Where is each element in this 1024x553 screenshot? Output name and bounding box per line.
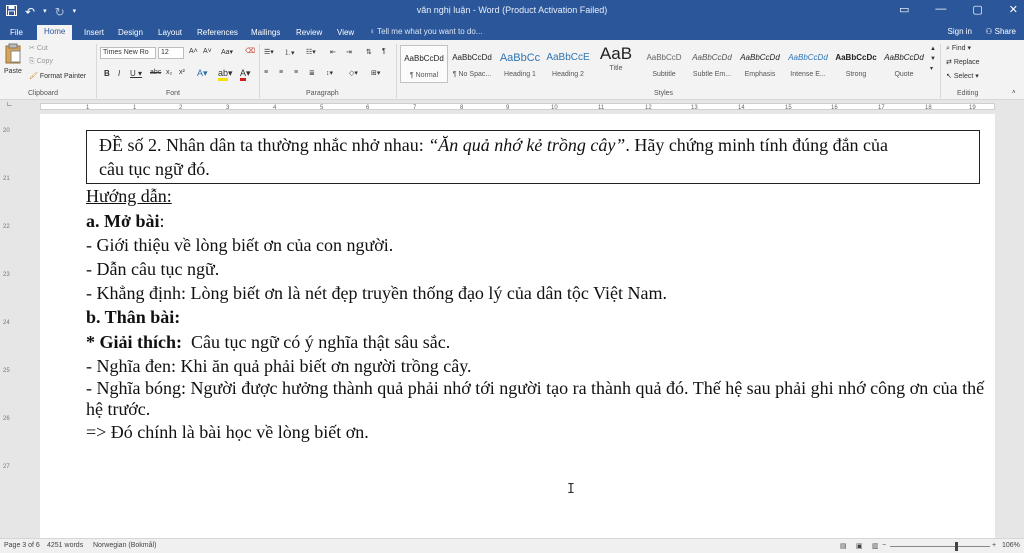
style-strong[interactable]: AaBbCcDc Strong <box>835 53 877 78</box>
ribbon-tabs <box>0 24 1024 40</box>
borders-icon[interactable]: ⊞▾ <box>371 70 381 77</box>
line-spacing-icon[interactable]: ↕▾ <box>326 70 334 77</box>
zoom-level[interactable]: 106% <box>1002 542 1020 549</box>
style-heading-2[interactable]: AaBbCcE Heading 2 <box>546 52 590 78</box>
subscript-button[interactable]: x₂ <box>166 69 173 76</box>
person-icon: ⚇ <box>985 27 993 36</box>
clipboard-icon <box>4 43 22 65</box>
language-indicator[interactable]: Norwegian (Bokmål) <box>93 542 157 549</box>
bullets-icon[interactable]: ☰▾ <box>264 49 274 56</box>
redo-icon[interactable]: ↻ <box>54 5 65 19</box>
paragraph-b1: * Giải thích: Câu tục ngữ có ý nghĩa thật sâu sắc. <box>86 331 451 352</box>
font-group-label: Font <box>166 90 181 97</box>
paragraph-b4: => Đó chính là bài học về lòng biết ơn. <box>86 422 369 443</box>
tab-home[interactable]: Home <box>37 25 72 40</box>
tell-me-search[interactable]: ♀ Tell me what you want to do... <box>369 27 483 36</box>
style-heading-1[interactable]: AaBbCc Heading 1 <box>499 52 541 78</box>
brush-icon: 🖌 <box>29 73 38 80</box>
vertical-ruler: 20 21 22 23 24 25 26 27 <box>3 128 10 470</box>
section-b-heading: b. Thân bài: <box>86 307 181 328</box>
word-count[interactable]: 4251 words <box>47 542 84 549</box>
minimize-icon[interactable]: — <box>935 3 947 15</box>
style-no-spacing[interactable]: AaBbCcDd ¶ No Spac... <box>452 53 492 78</box>
justify-icon[interactable]: ≣ <box>309 70 315 77</box>
editing-group-label: Editing <box>957 90 979 97</box>
zoom-in-icon[interactable]: + <box>992 542 997 549</box>
cursor-icon: ↖ <box>946 73 952 80</box>
copy-icon: ⎘ <box>29 58 35 65</box>
change-case-button[interactable]: Aa▾ <box>221 49 234 56</box>
tab-review[interactable]: Review <box>296 28 323 37</box>
style-subtle-emphasis[interactable]: AaBbCcDd Subtle Em... <box>692 53 732 78</box>
maximize-icon[interactable]: ▢ <box>972 4 983 16</box>
style-subtitle[interactable]: AaBbCcD Subtitle <box>646 53 682 78</box>
document-title: văn nghị luận - Word (Product Activation Failed) <box>416 5 608 15</box>
tab-file[interactable]: File <box>10 28 23 37</box>
font-name-input[interactable]: Times New Ro <box>100 47 156 59</box>
zoom-slider[interactable] <box>890 546 990 547</box>
clipboard-group-label: Clipboard <box>28 90 58 97</box>
ribbon-display-icon[interactable]: ▭ <box>898 4 910 16</box>
page-count[interactable]: Page 3 of 6 <box>4 542 40 549</box>
align-right-icon[interactable]: ≡ <box>294 69 299 76</box>
find-button[interactable]: ⌕ Find ▾ <box>946 45 971 52</box>
shrink-font-button[interactable]: A˅ <box>203 48 212 55</box>
numbering-icon[interactable]: ⒈▾ <box>284 50 295 57</box>
align-left-icon[interactable]: ≡ <box>264 69 269 76</box>
ribbon <box>0 40 1024 100</box>
close-icon[interactable]: ✕ <box>1008 4 1018 16</box>
cut-button[interactable]: ✂ Cut <box>29 45 48 52</box>
section-a-heading: a. Mở bài: <box>86 210 165 231</box>
font-size-input[interactable]: 12 <box>158 47 184 59</box>
zoom-out-icon[interactable]: − <box>882 542 887 549</box>
paragraph-a2: - Dẫn câu tục ngữ. <box>86 259 220 280</box>
sign-in-link[interactable]: Sign in <box>947 27 972 36</box>
superscript-button[interactable]: x² <box>179 69 185 76</box>
tab-insert[interactable]: Insert <box>84 28 105 37</box>
italic-button[interactable]: I <box>118 69 121 78</box>
chevron-down-icon[interactable]: ▾ <box>43 8 47 15</box>
strikethrough-button[interactable]: abc <box>150 69 162 76</box>
lightbulb-icon: ♀ <box>369 27 375 36</box>
style-normal[interactable]: AaBbCcDd ¶ Normal <box>400 45 448 83</box>
paragraph-a1: - Giới thiệu về lòng biết ơn của con người. <box>86 234 394 255</box>
replace-icon: ⇄ <box>946 59 952 66</box>
document-page[interactable] <box>40 114 995 538</box>
paste-label: Paste <box>4 68 22 75</box>
document-body[interactable] <box>86 130 986 444</box>
horizontal-ruler[interactable] <box>0 101 1024 112</box>
align-center-icon[interactable]: ≡ <box>279 69 284 76</box>
bold-button[interactable]: B <box>104 69 110 78</box>
collapse-ribbon-icon[interactable]: ˄ <box>1012 90 1016 96</box>
text-effects-icon[interactable]: A▾ <box>197 68 208 78</box>
styles-group-label: Styles <box>654 90 674 97</box>
increase-indent-icon[interactable]: ⇥ <box>346 49 352 56</box>
window-controls <box>899 3 1018 16</box>
show-marks-icon[interactable]: ¶ <box>382 48 386 55</box>
ruler-track[interactable]: 1 1 2 3 4 5 6 7 8 9 10 11 12 13 14 15 16 17 18 19 <box>40 103 995 110</box>
sort-icon[interactable]: ⇅ <box>366 49 372 56</box>
replace-button[interactable]: ⇄ Replace <box>946 59 980 66</box>
customize-icon[interactable]: ▾ <box>72 8 77 15</box>
status-bar <box>0 538 1024 553</box>
scissors-icon: ✂ <box>29 45 35 52</box>
print-layout-icon[interactable]: ▣ <box>856 543 863 550</box>
title-bar <box>0 0 1024 24</box>
tab-design[interactable]: Design <box>118 28 143 37</box>
paragraph-group-label: Paragraph <box>306 90 339 97</box>
paragraph-b3: - Nghĩa bóng: Người được hưởng thành quả phải nhớ tới người tạo ra thành quả đó. Thế hệ sau phải ghi nhớ công ơn của thế hệ trước. <box>86 378 985 420</box>
exercise-line-2: câu tục ngữ đó. <box>99 159 210 180</box>
tab-selector-icon[interactable]: ∟ <box>6 101 13 108</box>
share-button[interactable]: ⚇ Share <box>985 27 1016 36</box>
decrease-indent-icon[interactable]: ⇤ <box>330 49 336 56</box>
shading-icon[interactable]: ◇▾ <box>349 70 358 77</box>
exercise-line-1: ĐỀ số 2. Nhân dân ta thường nhắc nhở nhau: “Ăn quả nhớ kẻ trồng cây”. Hãy chứng minh tính đúng đắn của <box>99 135 889 155</box>
highlight-icon[interactable]: ab▾ <box>218 68 233 79</box>
guide-heading: Hướng dẫn: <box>86 186 172 207</box>
read-mode-icon[interactable]: ▤ <box>840 543 847 550</box>
undo-icon[interactable]: ↶ <box>25 5 36 19</box>
copy-button[interactable]: ⎘ Copy <box>29 58 53 65</box>
tab-view[interactable]: View <box>337 28 355 37</box>
style-intense-emphasis[interactable]: AaBbCcDd Intense E... <box>788 53 828 78</box>
styles-scroll[interactable]: ▲ ▼ ▾ <box>930 46 936 72</box>
web-layout-icon[interactable]: ▥ <box>872 543 879 550</box>
zoom-slider-thumb[interactable] <box>955 542 958 551</box>
font-color-icon[interactable]: A▾ <box>240 68 251 79</box>
search-icon: ⌕ <box>946 45 950 52</box>
style-emphasis[interactable]: AaBbCcDd Emphasis <box>740 53 780 78</box>
paste-button[interactable] <box>4 43 22 67</box>
underline-button[interactable]: U ▾ <box>130 69 143 78</box>
style-title[interactable]: AaB Title <box>599 44 633 72</box>
format-painter-button[interactable]: 🖌 Format Painter <box>29 73 87 80</box>
tab-mailings[interactable]: Mailings <box>251 28 281 37</box>
grow-font-button[interactable]: A˄ <box>189 48 198 55</box>
exercise-box <box>86 130 980 184</box>
multilevel-list-icon[interactable]: ☷▾ <box>306 49 316 56</box>
text-cursor-icon: I <box>567 482 575 497</box>
select-button[interactable]: ↖ Select ▾ <box>946 73 979 80</box>
style-quote[interactable]: AaBbCcDd Quote <box>884 53 924 78</box>
clear-format-icon[interactable]: ⌫ <box>245 48 255 55</box>
tab-layout[interactable]: Layout <box>158 28 183 37</box>
paragraph-b2: - Nghĩa đen: Khi ăn quả phải biết ơn người trồng cây. <box>86 355 472 376</box>
paragraph-a3: - Khẳng định: Lòng biết ơn là nét đẹp truyền thống đạo lý của dân tộc Việt Nam. <box>86 283 667 304</box>
tab-references[interactable]: References <box>197 28 238 37</box>
